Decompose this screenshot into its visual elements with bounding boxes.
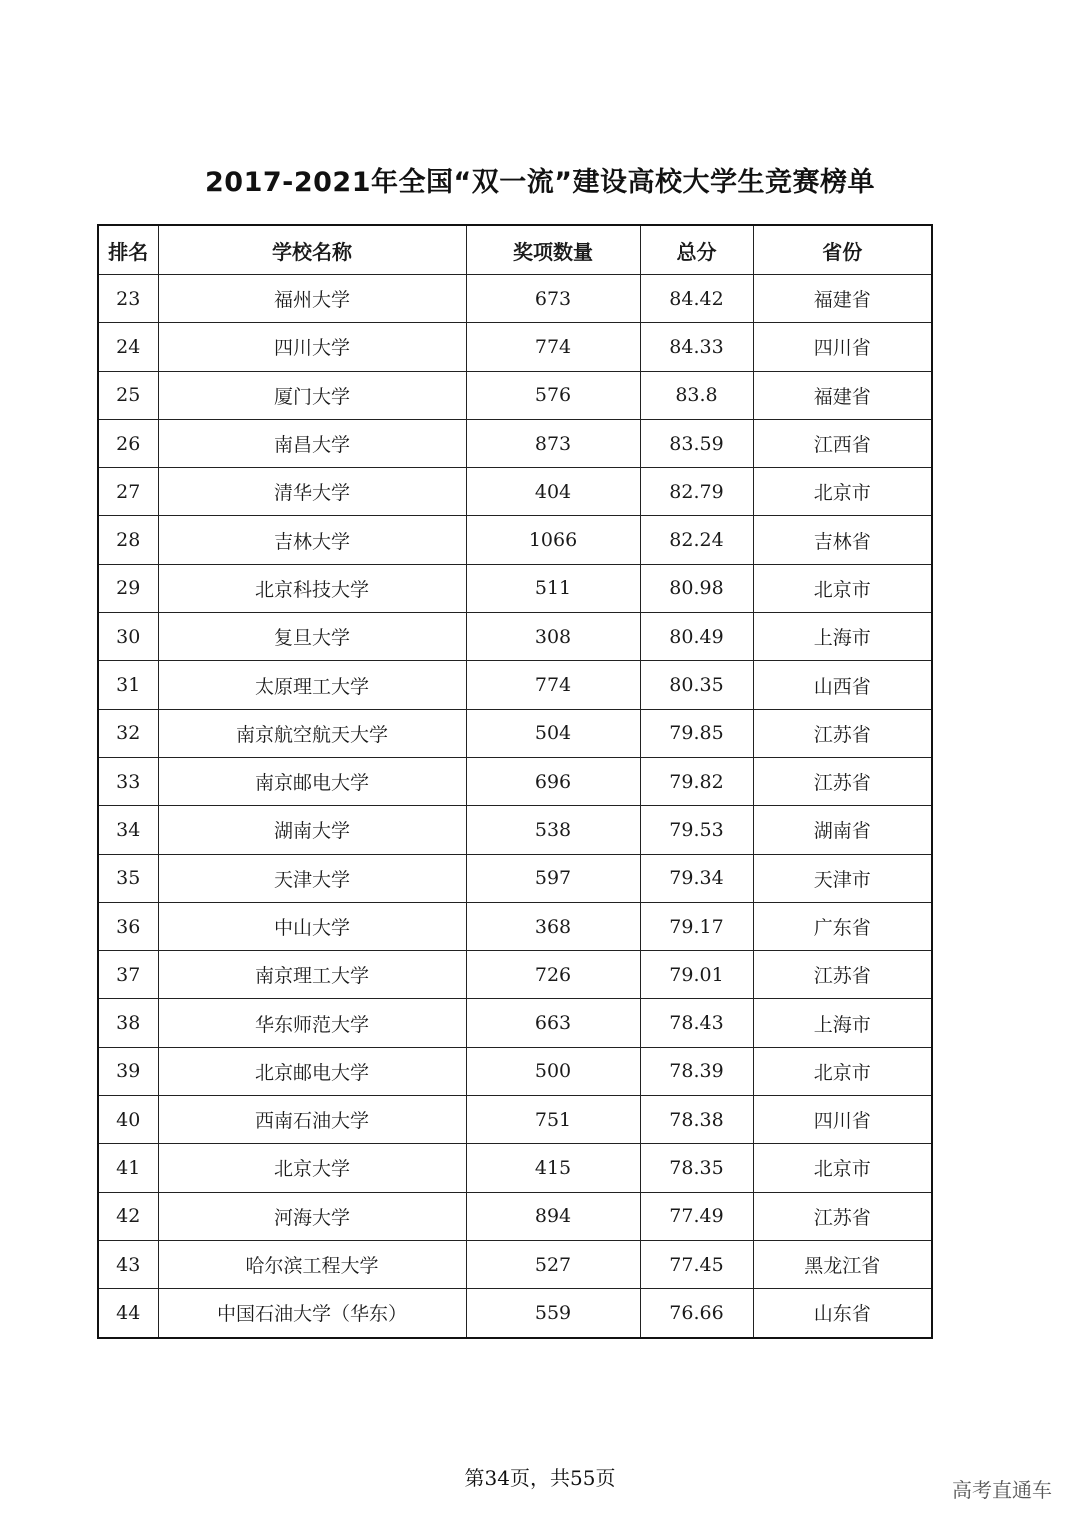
cell-school-name: 南京航空航天大学 bbox=[158, 709, 466, 757]
cell-province: 山西省 bbox=[753, 661, 932, 709]
watermark: 高考直通车 bbox=[952, 1478, 1052, 1502]
cell-total-score: 79.53 bbox=[640, 806, 753, 854]
cell-total-score: 79.85 bbox=[640, 709, 753, 757]
cell-award-count: 1066 bbox=[466, 516, 640, 564]
cell-rank: 23 bbox=[98, 275, 158, 323]
cell-total-score: 82.24 bbox=[640, 516, 753, 564]
cell-award-count: 576 bbox=[466, 371, 640, 419]
header-award-count: 奖项数量 bbox=[466, 225, 640, 275]
header-school-name: 学校名称 bbox=[158, 225, 466, 275]
cell-school-name: 西南石油大学 bbox=[158, 1096, 466, 1144]
cell-school-name: 太原理工大学 bbox=[158, 661, 466, 709]
table-row bbox=[98, 999, 932, 1047]
cell-rank: 31 bbox=[98, 661, 158, 709]
cell-award-count: 527 bbox=[466, 1240, 640, 1288]
cell-award-count: 368 bbox=[466, 902, 640, 950]
cell-rank: 39 bbox=[98, 1047, 158, 1095]
table-row bbox=[98, 323, 932, 371]
cell-province: 江苏省 bbox=[753, 709, 932, 757]
table-row bbox=[98, 661, 932, 709]
cell-school-name: 南京理工大学 bbox=[158, 951, 466, 999]
cell-rank: 28 bbox=[98, 516, 158, 564]
cell-total-score: 78.43 bbox=[640, 999, 753, 1047]
cell-total-score: 80.49 bbox=[640, 613, 753, 661]
cell-province: 北京市 bbox=[753, 1144, 932, 1192]
cell-province: 湖南省 bbox=[753, 806, 932, 854]
cell-total-score: 76.66 bbox=[640, 1289, 753, 1338]
cell-rank: 33 bbox=[98, 757, 158, 805]
cell-total-score: 79.17 bbox=[640, 902, 753, 950]
cell-award-count: 673 bbox=[466, 275, 640, 323]
cell-province: 四川省 bbox=[753, 323, 932, 371]
cell-award-count: 559 bbox=[466, 1289, 640, 1338]
cell-award-count: 696 bbox=[466, 757, 640, 805]
cell-award-count: 873 bbox=[466, 419, 640, 467]
cell-rank: 37 bbox=[98, 951, 158, 999]
cell-province: 江西省 bbox=[753, 419, 932, 467]
cell-award-count: 504 bbox=[466, 709, 640, 757]
table-body bbox=[98, 275, 932, 1338]
table-row bbox=[98, 757, 932, 805]
cell-rank: 44 bbox=[98, 1289, 158, 1338]
cell-total-score: 80.98 bbox=[640, 564, 753, 612]
cell-total-score: 82.79 bbox=[640, 468, 753, 516]
cell-school-name: 湖南大学 bbox=[158, 806, 466, 854]
table-row bbox=[98, 275, 932, 323]
cell-school-name: 北京邮电大学 bbox=[158, 1047, 466, 1095]
table-row bbox=[98, 806, 932, 854]
cell-rank: 27 bbox=[98, 468, 158, 516]
cell-school-name: 北京大学 bbox=[158, 1144, 466, 1192]
cell-award-count: 308 bbox=[466, 613, 640, 661]
cell-total-score: 77.45 bbox=[640, 1240, 753, 1288]
cell-total-score: 84.33 bbox=[640, 323, 753, 371]
table-row bbox=[98, 1047, 932, 1095]
table-row bbox=[98, 1192, 932, 1240]
cell-school-name: 福州大学 bbox=[158, 275, 466, 323]
cell-school-name: 南昌大学 bbox=[158, 419, 466, 467]
cell-award-count: 774 bbox=[466, 323, 640, 371]
cell-rank: 38 bbox=[98, 999, 158, 1047]
cell-award-count: 751 bbox=[466, 1096, 640, 1144]
cell-total-score: 83.8 bbox=[640, 371, 753, 419]
cell-province: 江苏省 bbox=[753, 757, 932, 805]
cell-award-count: 894 bbox=[466, 1192, 640, 1240]
cell-total-score: 79.82 bbox=[640, 757, 753, 805]
cell-province: 上海市 bbox=[753, 613, 932, 661]
cell-school-name: 四川大学 bbox=[158, 323, 466, 371]
cell-rank: 35 bbox=[98, 854, 158, 902]
cell-province: 山东省 bbox=[753, 1289, 932, 1338]
cell-rank: 26 bbox=[98, 419, 158, 467]
cell-total-score: 80.35 bbox=[640, 661, 753, 709]
cell-school-name: 中国石油大学（华东） bbox=[158, 1289, 466, 1338]
cell-total-score: 78.39 bbox=[640, 1047, 753, 1095]
cell-province: 福建省 bbox=[753, 371, 932, 419]
cell-award-count: 726 bbox=[466, 951, 640, 999]
cell-rank: 24 bbox=[98, 323, 158, 371]
table-row bbox=[98, 1289, 932, 1338]
table-header-row bbox=[98, 225, 932, 275]
cell-total-score: 83.59 bbox=[640, 419, 753, 467]
cell-province: 四川省 bbox=[753, 1096, 932, 1144]
table-row bbox=[98, 564, 932, 612]
header-province: 省份 bbox=[753, 225, 932, 275]
page-number: 第34页，共55页 bbox=[464, 1466, 616, 1490]
cell-school-name: 复旦大学 bbox=[158, 613, 466, 661]
header-total-score: 总分 bbox=[640, 225, 753, 275]
cell-school-name: 南京邮电大学 bbox=[158, 757, 466, 805]
cell-province: 黑龙江省 bbox=[753, 1240, 932, 1288]
table-row bbox=[98, 951, 932, 999]
cell-school-name: 哈尔滨工程大学 bbox=[158, 1240, 466, 1288]
cell-award-count: 500 bbox=[466, 1047, 640, 1095]
cell-province: 江苏省 bbox=[753, 1192, 932, 1240]
cell-rank: 29 bbox=[98, 564, 158, 612]
cell-province: 上海市 bbox=[753, 999, 932, 1047]
cell-rank: 25 bbox=[98, 371, 158, 419]
table-row bbox=[98, 468, 932, 516]
cell-school-name: 吉林大学 bbox=[158, 516, 466, 564]
cell-rank: 40 bbox=[98, 1096, 158, 1144]
cell-province: 北京市 bbox=[753, 1047, 932, 1095]
table-row bbox=[98, 1240, 932, 1288]
cell-award-count: 415 bbox=[466, 1144, 640, 1192]
cell-school-name: 清华大学 bbox=[158, 468, 466, 516]
header-rank: 排名 bbox=[98, 225, 158, 275]
cell-province: 北京市 bbox=[753, 564, 932, 612]
cell-award-count: 404 bbox=[466, 468, 640, 516]
cell-award-count: 663 bbox=[466, 999, 640, 1047]
table-row bbox=[98, 613, 932, 661]
cell-school-name: 厦门大学 bbox=[158, 371, 466, 419]
table-row bbox=[98, 371, 932, 419]
cell-total-score: 84.42 bbox=[640, 275, 753, 323]
table-row bbox=[98, 1144, 932, 1192]
cell-rank: 43 bbox=[98, 1240, 158, 1288]
cell-rank: 30 bbox=[98, 613, 158, 661]
cell-award-count: 597 bbox=[466, 854, 640, 902]
table-row bbox=[98, 902, 932, 950]
cell-award-count: 538 bbox=[466, 806, 640, 854]
cell-province: 天津市 bbox=[753, 854, 932, 902]
cell-rank: 34 bbox=[98, 806, 158, 854]
table-row bbox=[98, 516, 932, 564]
cell-total-score: 79.01 bbox=[640, 951, 753, 999]
cell-rank: 36 bbox=[98, 902, 158, 950]
cell-province: 福建省 bbox=[753, 275, 932, 323]
cell-rank: 32 bbox=[98, 709, 158, 757]
table-row bbox=[98, 709, 932, 757]
cell-province: 北京市 bbox=[753, 468, 932, 516]
cell-school-name: 北京科技大学 bbox=[158, 564, 466, 612]
cell-award-count: 511 bbox=[466, 564, 640, 612]
cell-province: 吉林省 bbox=[753, 516, 932, 564]
cell-school-name: 河海大学 bbox=[158, 1192, 466, 1240]
cell-province: 江苏省 bbox=[753, 951, 932, 999]
cell-school-name: 华东师范大学 bbox=[158, 999, 466, 1047]
cell-total-score: 78.35 bbox=[640, 1144, 753, 1192]
cell-total-score: 77.49 bbox=[640, 1192, 753, 1240]
ranking-table bbox=[97, 224, 933, 1339]
table-row bbox=[98, 1096, 932, 1144]
cell-total-score: 79.34 bbox=[640, 854, 753, 902]
cell-rank: 42 bbox=[98, 1192, 158, 1240]
cell-total-score: 78.38 bbox=[640, 1096, 753, 1144]
cell-school-name: 天津大学 bbox=[158, 854, 466, 902]
page-title: 2017-2021年全国“双一流”建设高校大学生竞赛榜单 bbox=[205, 167, 875, 198]
cell-school-name: 中山大学 bbox=[158, 902, 466, 950]
table-row bbox=[98, 854, 932, 902]
table-row bbox=[98, 419, 932, 467]
cell-province: 广东省 bbox=[753, 902, 932, 950]
cell-rank: 41 bbox=[98, 1144, 158, 1192]
cell-award-count: 774 bbox=[466, 661, 640, 709]
